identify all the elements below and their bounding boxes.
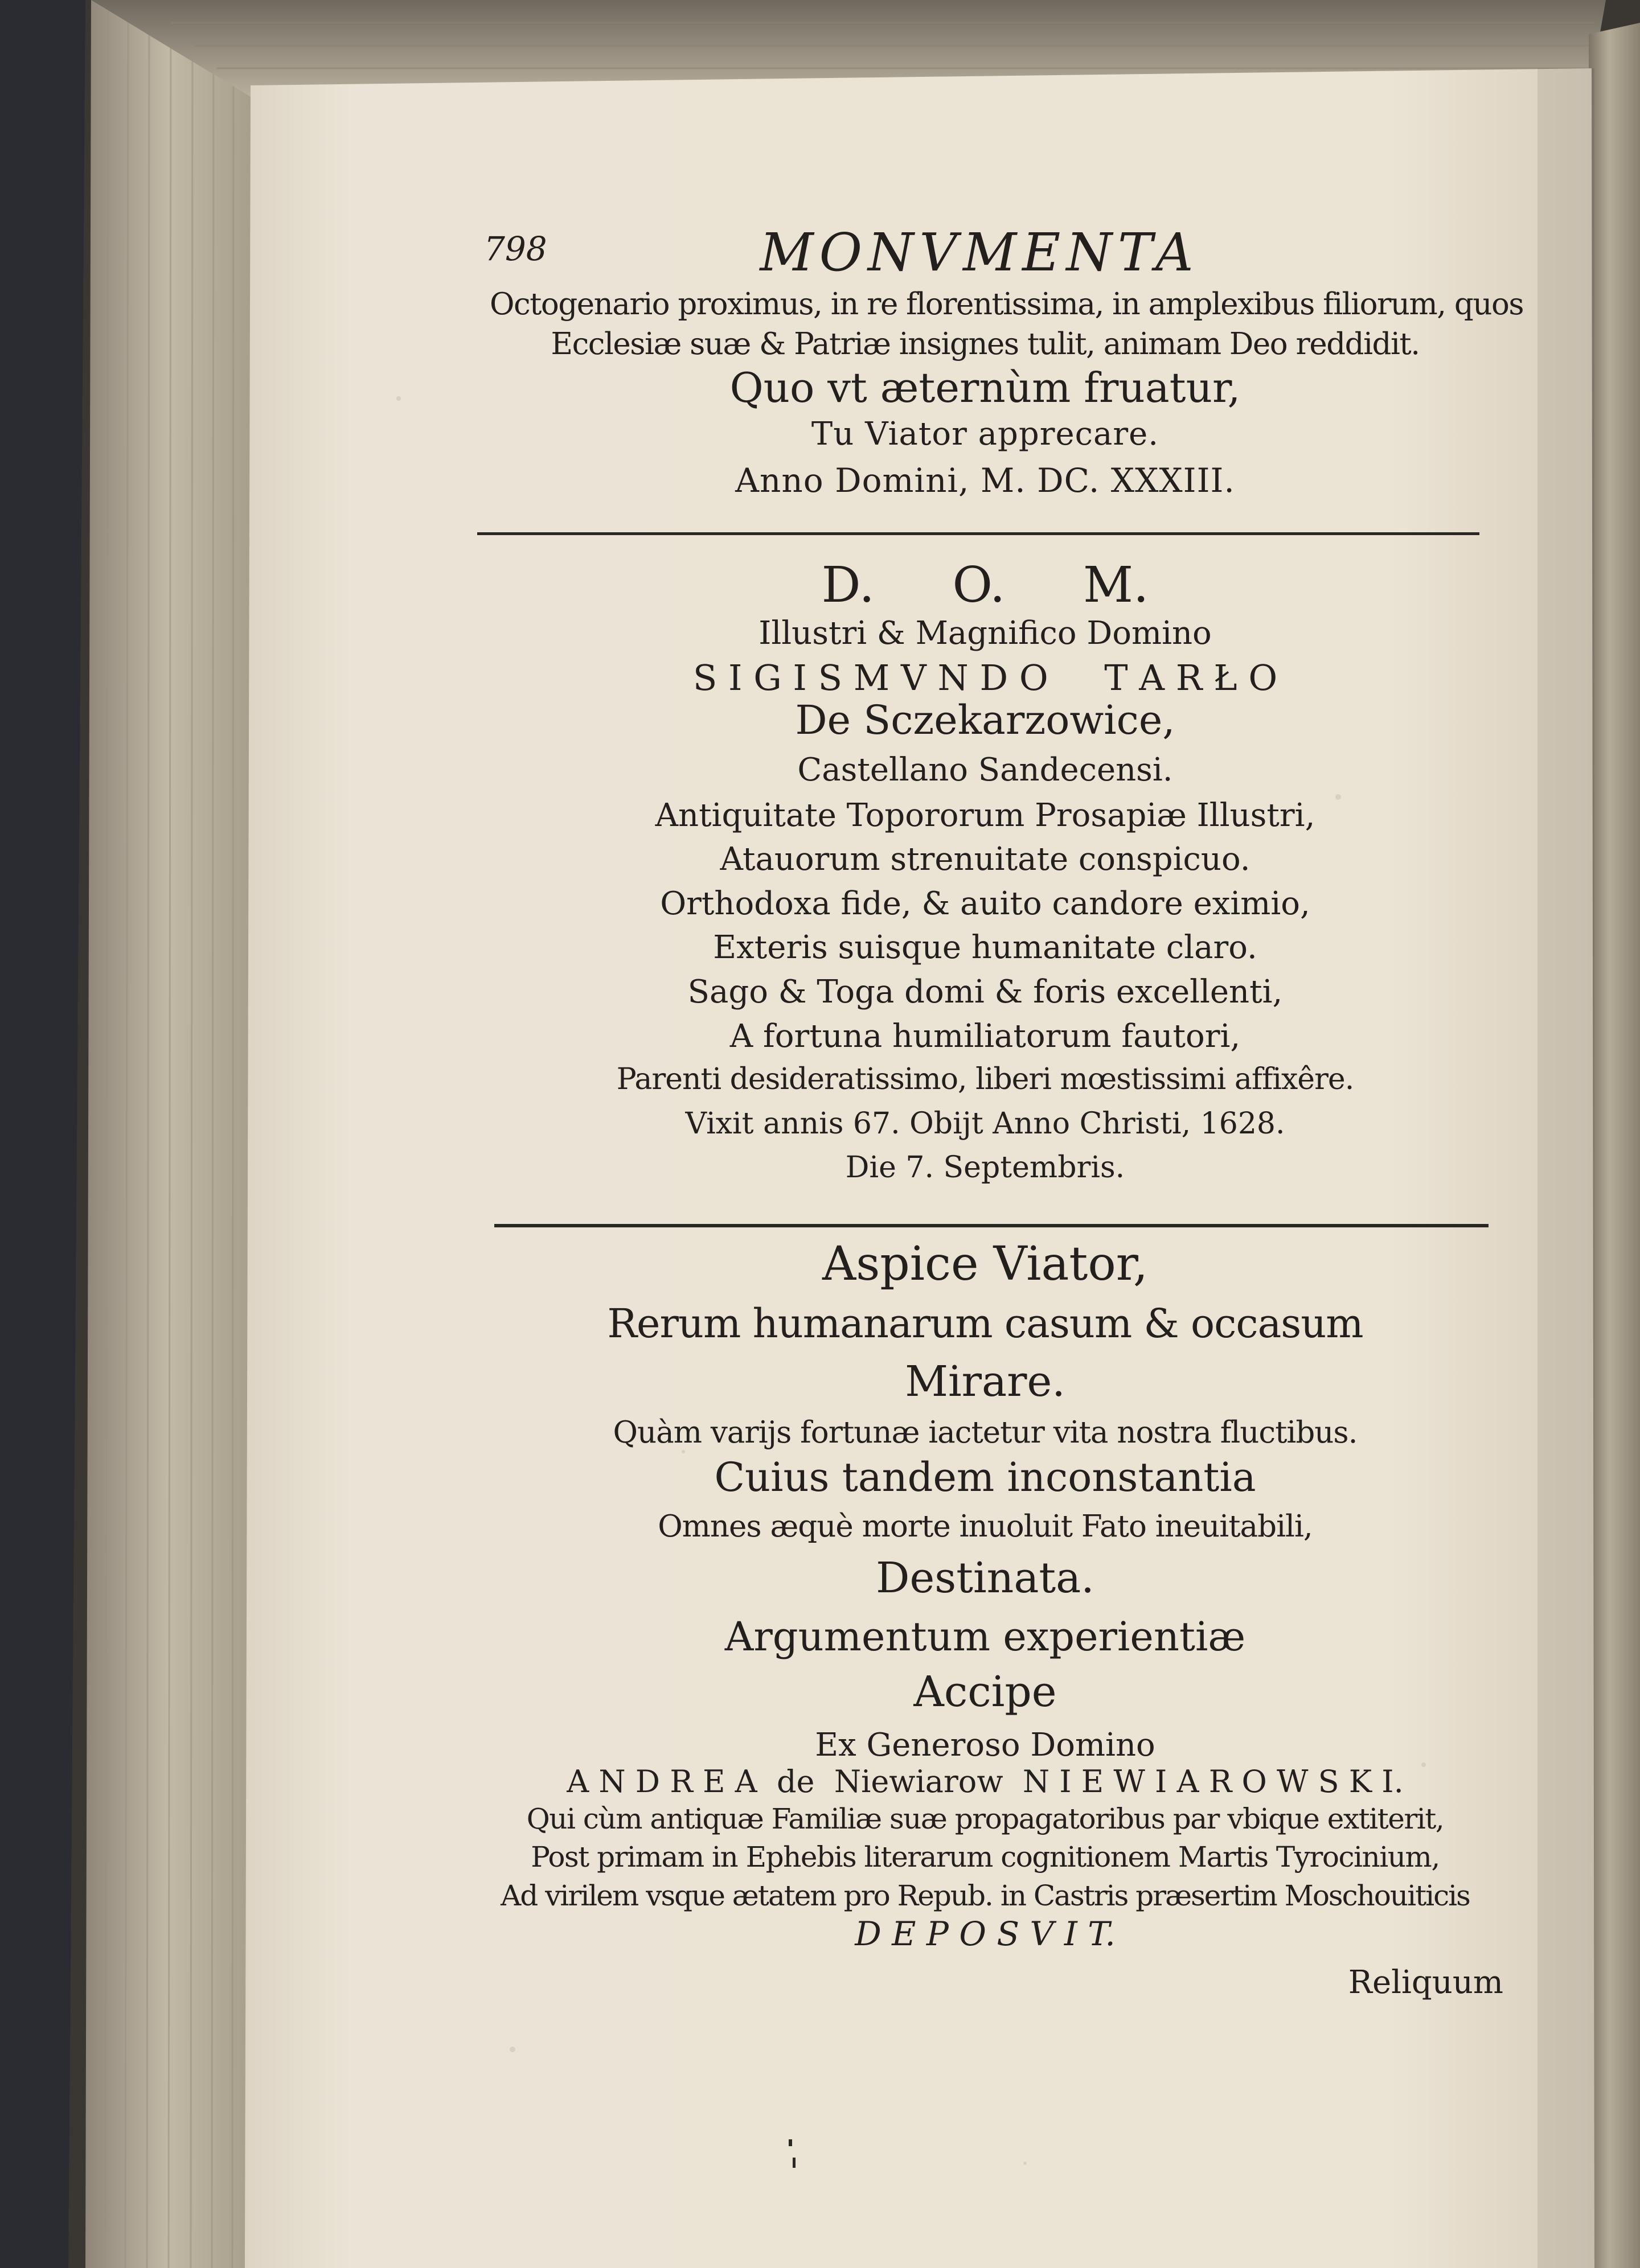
epitaph3-line: Argumentum experientiæ [724, 1613, 1246, 1660]
page-edges-left [85, 0, 251, 2268]
epitaph3-line: Qui cùm antiquæ Familiæ suæ propagatoribus par vbique extiterit, [526, 1802, 1444, 1835]
facing-page [1589, 23, 1640, 2268]
epitaph2-line: Atauorum strenuitate conspicuo. [720, 841, 1250, 878]
catchword: Reliquum [1348, 1964, 1503, 2001]
epitaph1-line5: Anno Domini, M. DC. XXXIII. [735, 461, 1235, 500]
epitaph2-line: Vixit annis 67. Obijt Anno Christi, 1628. [685, 1107, 1285, 1141]
epitaph2-line: Exteris suisque humanitate claro. [713, 929, 1257, 966]
epitaph3-deposuit: D E P O S V I T. [855, 1914, 1116, 1953]
epitaph3-subject-name: A N D R E A de Niewiarow N I E W I A R O W S K I. [567, 1764, 1404, 1799]
separator-rule-bottom [494, 1224, 1489, 1227]
epitaph1-line2: Ecclesiæ suæ & Patriæ insignes tulit, animam Deo reddidit. [551, 327, 1420, 361]
epitaph2-line: A fortuna humiliatorum fautori, [729, 1018, 1241, 1055]
epitaph1-line1: Octogenario proximus, in re florentissima, in amplexibus filiorum, quos [490, 287, 1524, 322]
epitaph3-line: Ad virilem vsque ætatem pro Repub. in Castris præsertim Moschouiticis [501, 1879, 1470, 1912]
epitaph1-line4: Tu Viator apprecare. [811, 416, 1159, 453]
epitaph2-line: Orthodoxa fide, & auito candore eximio, [660, 885, 1310, 922]
epitaph3-line: Destinata. [876, 1554, 1094, 1603]
epitaph3-line: Cuius tandem inconstantia [714, 1454, 1256, 1501]
epitaph2-line: De Sczekarzowice, [795, 697, 1175, 743]
epitaph3-line: Mirare. [905, 1357, 1065, 1406]
epitaph3-line: Rerum humanarum casum & occasum [607, 1300, 1363, 1347]
epitaph3-line: Accipe [913, 1667, 1057, 1716]
epitaph2-line: Antiquitate Topororum Prosapiæ Illustri, [655, 797, 1315, 834]
epitaph2-line: Die 7. Septembris. [845, 1151, 1125, 1185]
epitaph3-line: Quàm varijs fortunæ iactetur vita nostra fluctibus. [613, 1415, 1358, 1450]
epitaph3-line: Aspice Viator, [822, 1237, 1148, 1291]
page-number: 798 [484, 229, 547, 268]
epitaph2-line: Sago & Toga domi & foris excellenti, [687, 973, 1283, 1010]
epitaph2-line: Illustri & Magnifico Domino [758, 615, 1212, 652]
epitaph2-dedicatee-name: S I G I S M V N D O T A R Ł O [692, 657, 1278, 699]
epitaph2-heading: D. O. M. [821, 557, 1149, 614]
epitaph1-line3: Quo vt æternùm fruatur, [729, 364, 1241, 412]
epitaph3-line: Post primam in Ephebis literarum cognitionem Martis Tyrocinium, [531, 1840, 1440, 1873]
separator-rule-top [477, 532, 1479, 535]
epitaph2-line: Parenti desideratissimo, liberi mœstissimi affixêre. [616, 1062, 1354, 1096]
epitaph3-line: Ex Generoso Domino [815, 1727, 1155, 1764]
epitaph2-line: Castellano Sandecensi. [797, 751, 1173, 788]
running-head: MONVMENTA [760, 222, 1199, 283]
gutter-shadow [1538, 68, 1594, 2268]
epitaph3-line: Omnes æquè morte inuoluit Fato ineuitabili, [658, 1509, 1313, 1544]
